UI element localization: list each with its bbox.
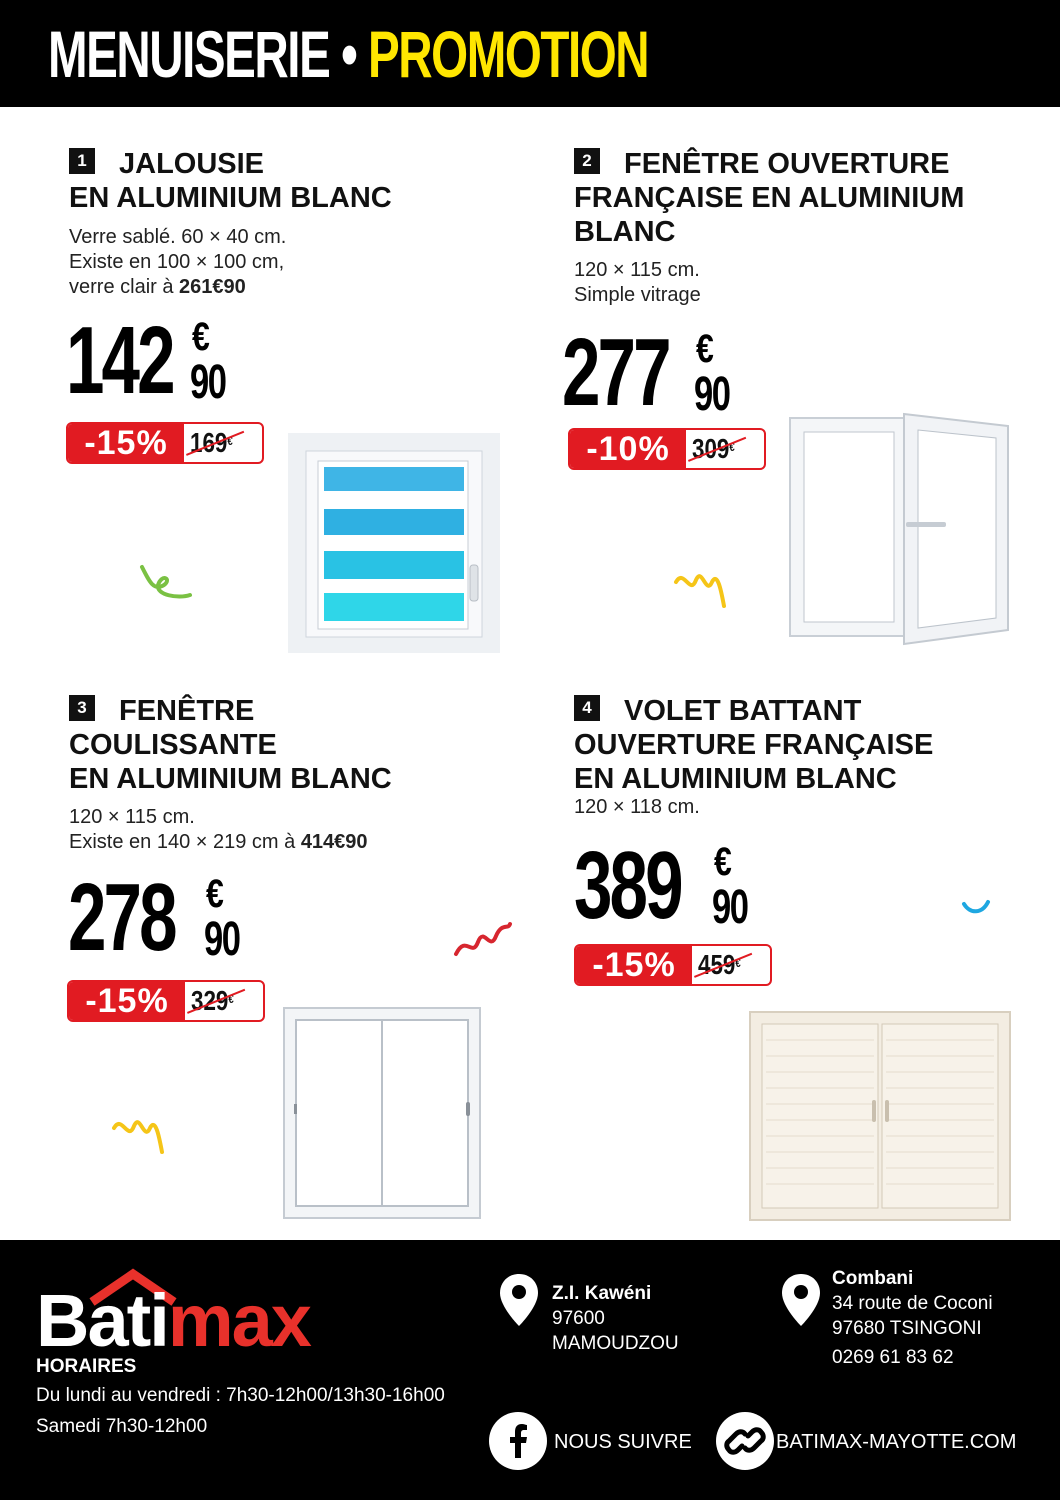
header-banner [0, 0, 1060, 107]
alt-price: 414€90 [300, 831, 368, 853]
confetti-yellow-icon [672, 566, 728, 610]
desc-line [69, 830, 368, 855]
desc-line: Existe en 100 × 100 cm, [69, 251, 285, 273]
price-cents: 90 [712, 881, 748, 934]
product-number: 3 [69, 695, 95, 721]
discount-badge [66, 422, 264, 464]
title-line: JALOUSIE [119, 148, 265, 180]
discount-percent: -15% [576, 946, 692, 984]
title-line: EN ALUMINIUM BLANC [69, 182, 392, 214]
page-title [48, 14, 648, 94]
title-menuiserie: MENUISERIE • [48, 17, 369, 91]
hours-saturday: Samedi 7h30-12h00 [36, 1416, 208, 1437]
store-kaweni-address [552, 1281, 679, 1356]
store-postcode: 97600 [552, 1308, 605, 1329]
store-name: Combani [832, 1268, 914, 1289]
price-currency: € [696, 327, 714, 371]
desc-line: 120 × 115 cm. [574, 259, 700, 281]
batimax-logo [36, 1268, 356, 1362]
link-icon [716, 1412, 774, 1470]
logo-text [36, 1279, 310, 1362]
product-title [69, 694, 392, 796]
hours-weekdays: Du lundi au vendredi : 7h30-12h00/13h30-16h00 [36, 1385, 445, 1406]
store-name: Z.I. Kawéni [552, 1283, 652, 1304]
title-line: EN ALUMINIUM BLANC [69, 763, 392, 795]
footer [0, 1240, 1060, 1500]
desc-line [69, 275, 286, 300]
facebook-icon [489, 1412, 547, 1470]
desc-line: 120 × 118 cm. [574, 796, 700, 818]
product-description [574, 258, 701, 308]
title-line: FENÊTRE OUVERTURE [624, 148, 950, 180]
store-street: 34 route de Coconi [832, 1293, 993, 1314]
old-price-currency: € [227, 434, 233, 448]
desc-line: 120 × 115 cm. [69, 806, 195, 828]
old-price-currency: € [228, 992, 234, 1006]
shutter-image [748, 1010, 1012, 1222]
follow-us-link[interactable]: NOUS SUIVRE [554, 1431, 692, 1453]
confetti-blue-icon [960, 898, 992, 918]
price-int: 277 [562, 319, 669, 426]
price-cents: 90 [694, 368, 730, 421]
store-city: MAMOUDZOU [552, 1333, 679, 1354]
title-line: OUVERTURE FRANÇAISE [574, 729, 934, 761]
old-price-value: 309 [692, 433, 730, 464]
logo-max: max [167, 1279, 310, 1362]
website-link[interactable]: BATIMAX-MAYOTTE.COM [776, 1431, 1017, 1453]
logo-bati: Bati [36, 1279, 168, 1362]
product-number: 2 [574, 148, 600, 174]
product-title [69, 147, 392, 215]
website-button[interactable] [716, 1412, 774, 1470]
location-pin-icon [498, 1272, 540, 1328]
price [574, 832, 774, 939]
product-description [69, 805, 368, 855]
confetti-red-icon [452, 914, 514, 966]
price-currency: € [192, 315, 210, 359]
location-pin-icon [780, 1272, 822, 1328]
title-line: BLANC [574, 216, 676, 248]
product-description [69, 225, 286, 300]
price-cents: 90 [204, 913, 240, 966]
price-int: 278 [68, 864, 175, 971]
old-price-value: 169 [190, 427, 228, 458]
discount-percent: -15% [69, 982, 185, 1020]
desc-text: Existe en 140 × 219 cm à [69, 831, 301, 853]
product-title [574, 147, 964, 249]
facebook-button[interactable] [489, 1412, 547, 1470]
discount-percent: -15% [68, 424, 184, 462]
desc-line: Verre sablé. 60 × 40 cm. [69, 226, 287, 248]
confetti-green-icon [138, 563, 194, 603]
title-promotion: PROMOTION [368, 17, 649, 91]
hours-title: HORAIRES [36, 1356, 137, 1377]
price [68, 864, 258, 971]
discount-badge [574, 944, 772, 986]
discount-badge [568, 428, 766, 470]
old-price-currency: € [735, 956, 741, 970]
desc-line: Simple vitrage [574, 284, 701, 306]
title-line: FENÊTRE [119, 695, 255, 727]
title-line: FRANÇAISE EN ALUMINIUM [574, 182, 965, 214]
store-phone: 0269 61 83 62 [832, 1347, 954, 1368]
confetti-yellow-icon [110, 1112, 166, 1156]
price-int: 142 [66, 307, 173, 414]
discount-percent: -10% [570, 430, 686, 468]
price-currency: € [206, 872, 224, 916]
product-title [574, 694, 933, 796]
desc-text: verre clair à [69, 276, 180, 298]
title-line: EN ALUMINIUM BLANC [574, 763, 897, 795]
title-line: COULISSANTE [69, 729, 277, 761]
store-combani-address [832, 1266, 993, 1370]
old-price-currency: € [729, 440, 735, 454]
price [66, 307, 246, 414]
french-window-image [786, 404, 1014, 648]
price-cents: 90 [190, 356, 226, 409]
discount-badge [67, 980, 265, 1022]
price-int: 389 [574, 832, 681, 939]
jalousie-window-image [288, 433, 500, 653]
sliding-window-image [282, 1006, 482, 1220]
old-price-value: 329 [191, 985, 229, 1016]
title-line: VOLET BATTANT [624, 695, 862, 727]
price [562, 319, 752, 426]
product-number: 1 [69, 148, 95, 174]
price-currency: € [714, 840, 732, 884]
old-price-value: 459 [698, 949, 736, 980]
product-description [574, 795, 700, 820]
store-city: 97680 TSINGONI [832, 1318, 982, 1339]
product-number: 4 [574, 695, 600, 721]
alt-price: 261€90 [179, 276, 246, 298]
